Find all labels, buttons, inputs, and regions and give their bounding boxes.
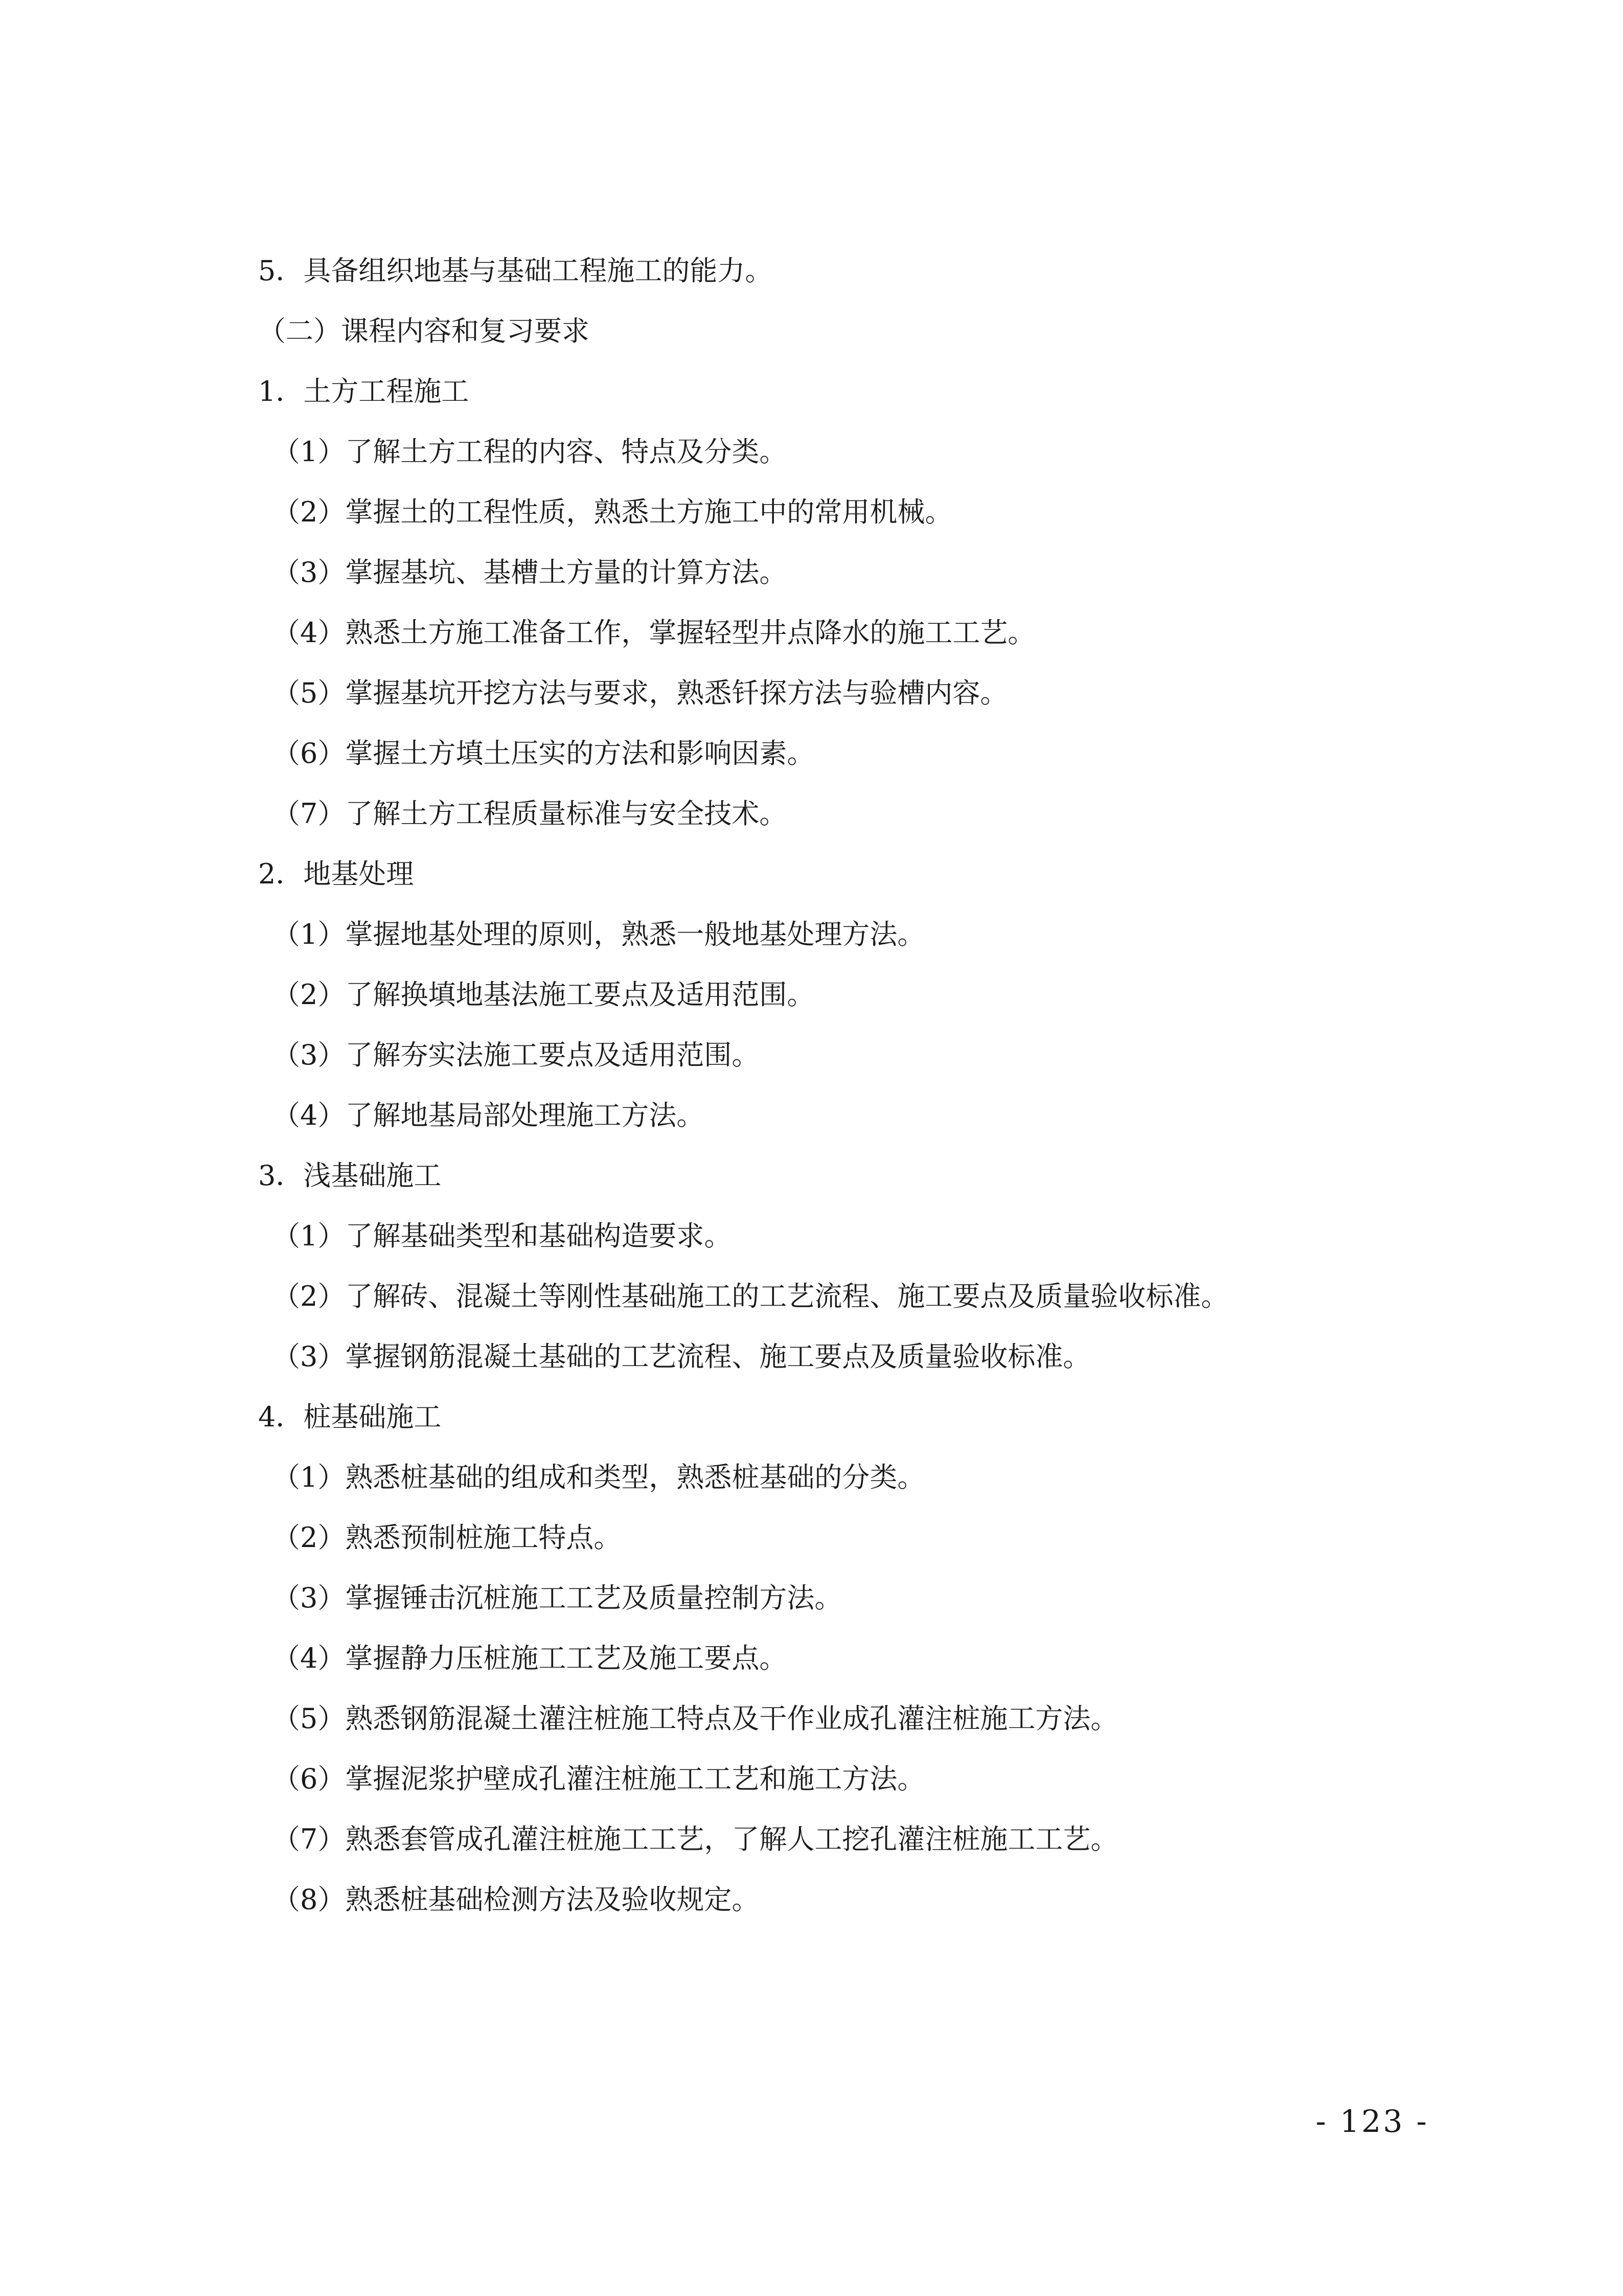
section-heading: （二）课程内容和复习要求 <box>258 315 589 347</box>
list-item: （5）熟悉钢筋混凝土灌注桩施工特点及干作业成孔灌注桩施工方法。 <box>272 1702 1118 1735</box>
list-item: （6）掌握土方填土压实的方法和影响因素。 <box>272 737 815 769</box>
page-number: - 123 - <box>1315 2104 1429 2140</box>
list-item: （4）掌握静力压桩施工工艺及施工要点。 <box>272 1642 787 1674</box>
list-item: （3）了解夯实法施工要点及适用范围。 <box>272 1039 760 1071</box>
document-body <box>258 256 1434 1945</box>
list-item: （3）掌握基坑、基槽土方量的计算方法。 <box>272 556 787 588</box>
list-item: （5）掌握基坑开挖方法与要求，熟悉钎探方法与验槽内容。 <box>272 677 1008 709</box>
list-item: （3）掌握锤击沉桩施工工艺及质量控制方法。 <box>272 1582 842 1614</box>
list-item: （1）了解基础类型和基础构造要求。 <box>272 1220 732 1252</box>
list-item: （3）掌握钢筋混凝土基础的工艺流程、施工要点及质量验收标准。 <box>272 1340 1091 1373</box>
list-item: （7）熟悉套管成孔灌注桩施工工艺，了解人工挖孔灌注桩施工工艺。 <box>272 1823 1118 1855</box>
list-item: （1）掌握地基处理的原则，熟悉一般地基处理方法。 <box>272 918 925 950</box>
section-heading: 3．浅基础施工 <box>258 1160 442 1192</box>
list-item: （6）掌握泥浆护壁成孔灌注桩施工工艺和施工方法。 <box>272 1763 925 1795</box>
list-item: （4）熟悉土方施工准备工作，掌握轻型井点降水的施工工艺。 <box>272 617 1036 649</box>
section-heading: 5．具备组织地基与基础工程施工的能力。 <box>258 255 773 287</box>
list-item: （2）掌握土的工程性质，熟悉土方施工中的常用机械。 <box>272 496 953 528</box>
list-item: （1）熟悉桩基础的组成和类型，熟悉桩基础的分类。 <box>272 1461 925 1493</box>
list-item: （1）了解土方工程的内容、特点及分类。 <box>272 436 787 468</box>
list-item: （2）了解砖、混凝土等刚性基础施工的工艺流程、施工要点及质量验收标准。 <box>272 1280 1229 1312</box>
section-heading: 4．桩基础施工 <box>258 1401 442 1433</box>
list-item: （2）熟悉预制桩施工特点。 <box>272 1521 622 1554</box>
list-item: （4）了解地基局部处理施工方法。 <box>272 1099 704 1131</box>
list-item: （7）了解土方工程质量标准与安全技术。 <box>272 798 787 830</box>
list-item: （8）熟悉桩基础检测方法及验收规定。 <box>272 1883 760 1916</box>
section-heading: 2．地基处理 <box>258 858 414 890</box>
section-heading: 1．土方工程施工 <box>258 375 469 407</box>
list-item: （2）了解换填地基法施工要点及适用范围。 <box>272 979 815 1011</box>
